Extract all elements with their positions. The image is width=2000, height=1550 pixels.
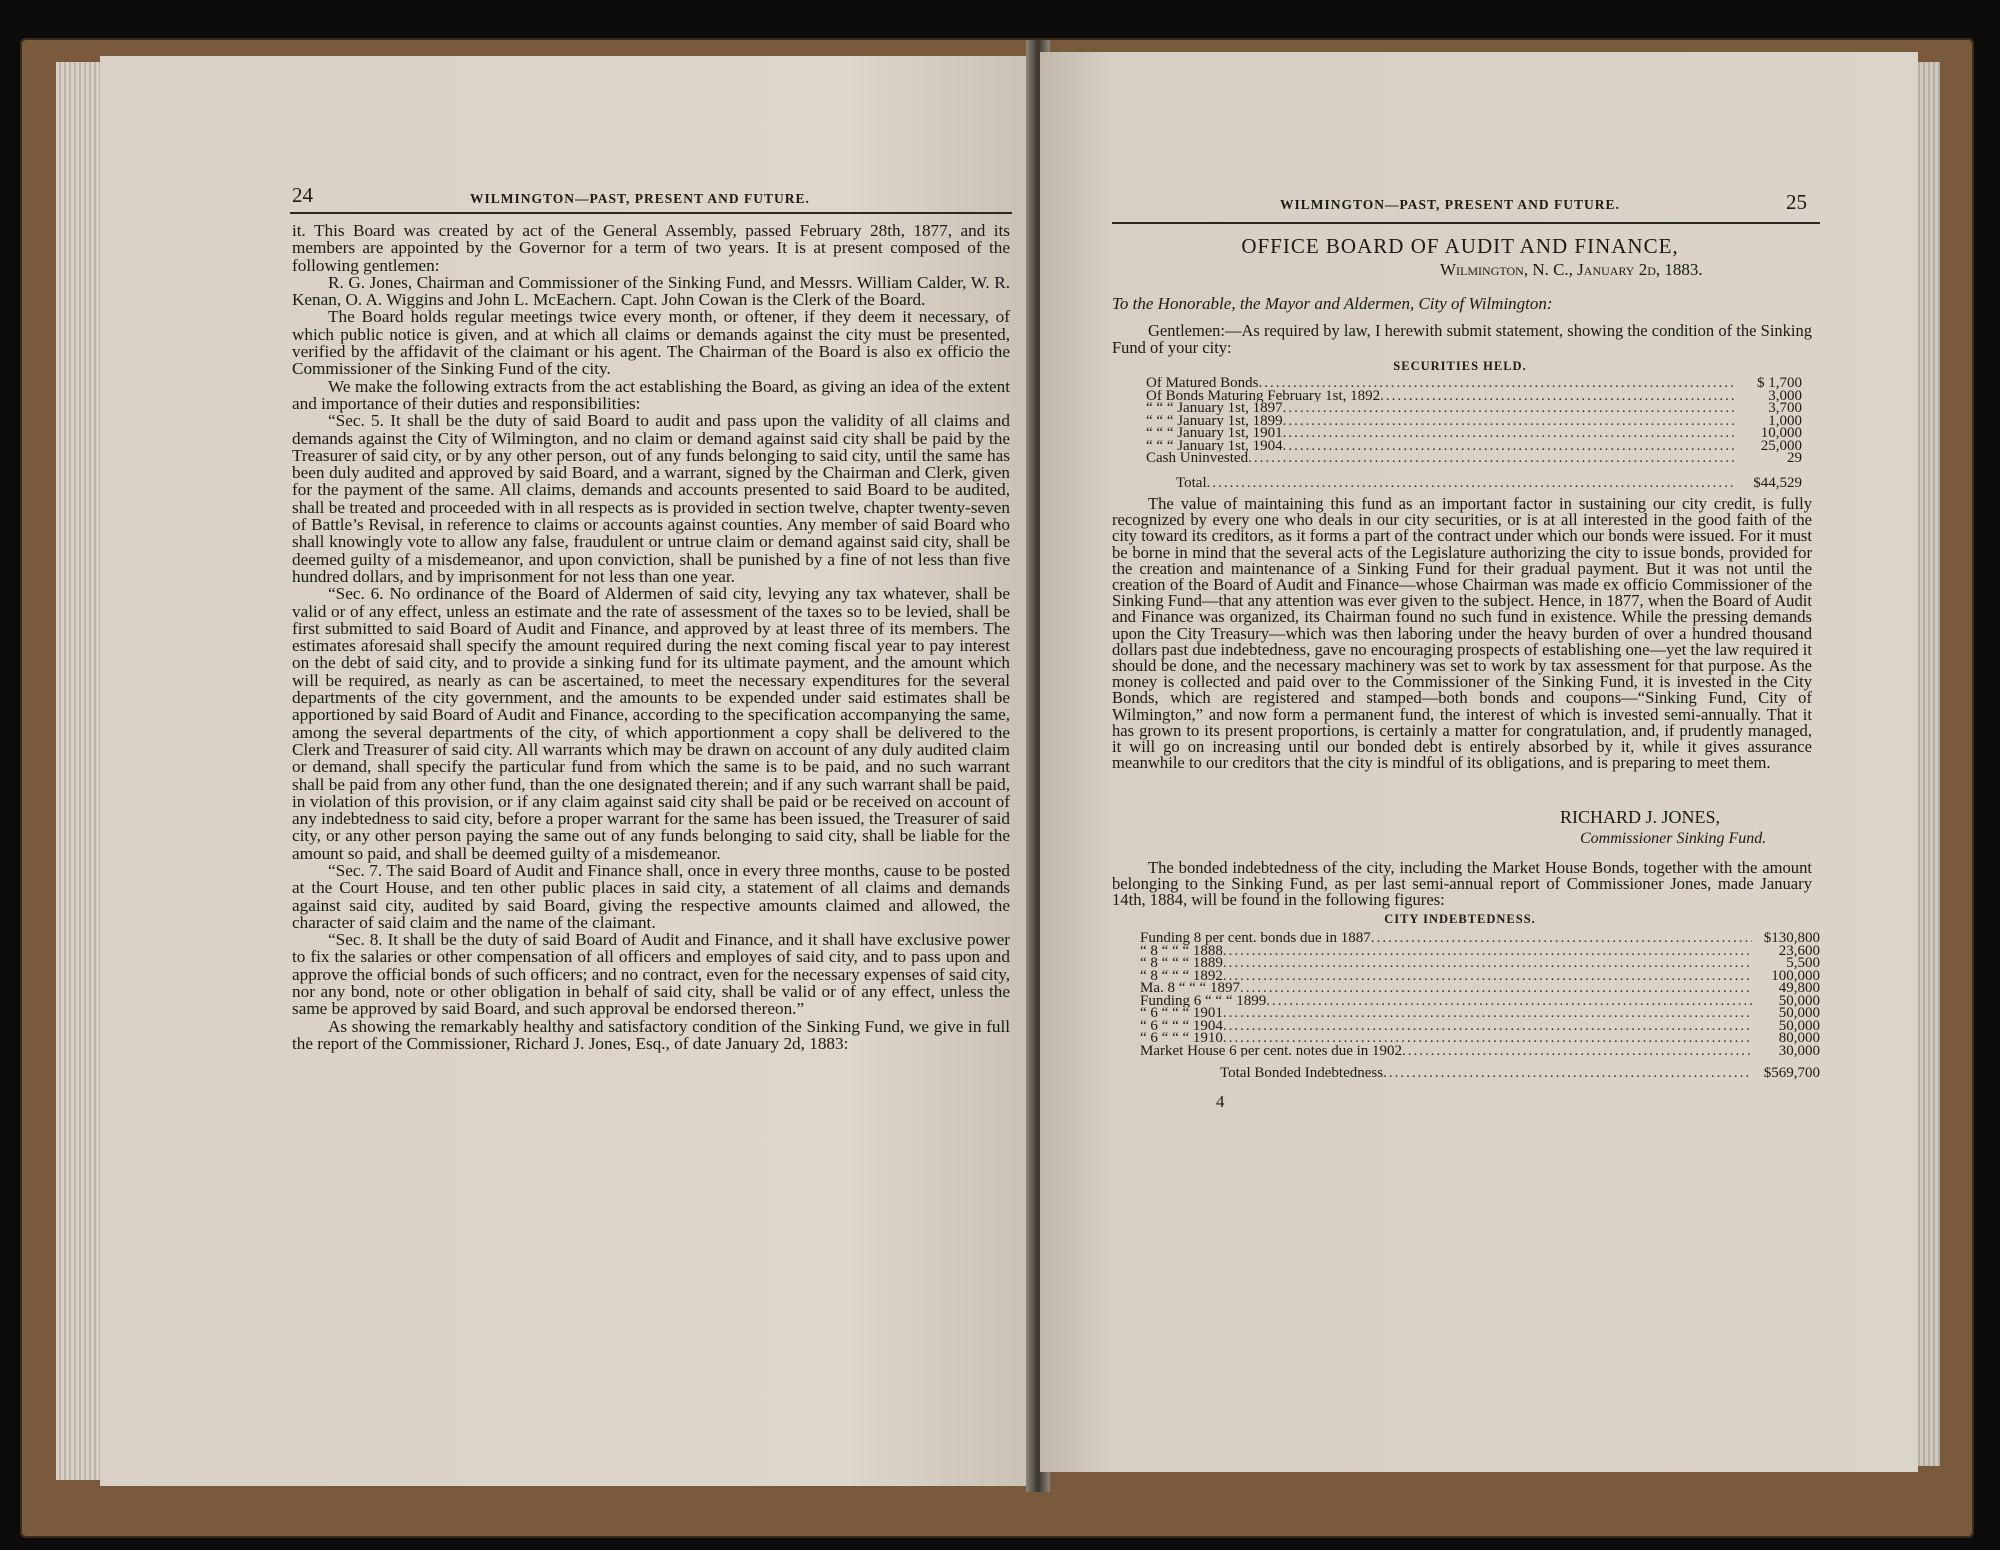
table-row — [1140, 932, 1820, 945]
row-label: “ 8 “ “ “ 1892 — [1140, 969, 1223, 982]
row-label: “ 8 “ “ “ 1889 — [1140, 957, 1223, 970]
row-amount: 29 — [1787, 452, 1802, 465]
row-label: “ “ “ January 1st, 1904 — [1146, 439, 1283, 452]
row-amount: 50,000 — [1778, 994, 1820, 1007]
row-amount: 30,000 — [1778, 1044, 1820, 1057]
total-label: Total — [1176, 477, 1207, 490]
row-amount: 1,000 — [1768, 414, 1802, 427]
page-number: 25 — [1786, 190, 1807, 214]
row-label: “ “ “ January 1st, 1901 — [1146, 427, 1283, 440]
signature-mark: 4 — [1216, 1092, 1225, 1111]
row-amount: 80,000 — [1778, 1032, 1820, 1045]
row-amount: 50,000 — [1778, 1019, 1820, 1032]
paragraph: As showing the remarkably healthy and satisfactory condition of the Sinking Fund, we give in full the report of the Commissioner, Richard J. Jones, Esq., of date January 2d, 1883: — [292, 1016, 1010, 1053]
row-label: “ 8 “ “ “ 1888 — [1140, 944, 1223, 957]
left-text-column — [292, 222, 1010, 1052]
row-label: “ 6 “ “ “ 1904 — [1140, 1019, 1223, 1032]
signature-name: RICHARD J. JONES, — [1560, 807, 1721, 827]
row-label: Funding 6 “ “ “ 1899 — [1140, 994, 1267, 1007]
bonded-paragraph: The bonded indebtedness of the city, including the Market House Bonds, together with the amount belonging to the Sinking Fund, as per last semi-annual report of Commissioner Jones, made January 14th, 1884, will be found in the following figures: — [1112, 858, 1812, 910]
total-amount: $44,529 — [1753, 477, 1802, 490]
row-amount: 10,000 — [1760, 427, 1802, 440]
total-amount: $569,700 — [1763, 1067, 1820, 1080]
right-page — [1040, 52, 1918, 1472]
salutation: To the Honorable, the Mayor and Aldermen, City of Wilmington: — [1112, 294, 1553, 313]
table-row — [1146, 377, 1802, 390]
row-amount: 100,000 — [1771, 969, 1820, 982]
row-amount: 3,700 — [1768, 402, 1802, 415]
left-page — [100, 56, 1036, 1486]
table-row — [1140, 982, 1820, 995]
paragraph: it. This Board was created by act of the General Assembly, passed February 28th, 1877, and its members are appointed by the Governor for a term of two years. It is at present composed of the following gentlemen: — [292, 221, 1010, 275]
table-row — [1146, 427, 1802, 440]
row-label: “ “ “ January 1st, 1899 — [1146, 414, 1283, 427]
row-label: “ 6 “ “ “ 1910 — [1140, 1032, 1223, 1045]
body-paragraph: The value of maintaining this fund as an important factor in sustaining our city credit, is fully recognized by every one who deals in our city securities, or is at all interested in the good faith of the city toward its creditors, as it forms a part of the contract under which our bonds were issued. For it must be borne in mind that the several acts of the Legislature authorizing the city to issue bonds, provided for the creation and maintenance of a Sinking Fund for their gradual payment. But it was not until the creation of the Board of Audit and Finance—whose Chairman was made ex officio Commissioner of the Sinking Fund—that any attention was ever given to the subject. Hence, in 1877, when the Board of Audit and Finance was organized, its Chairman found no such fund in existence. While the pressing demands upon the City Treasury—which was then laboring under the heavy burden of over a hundred thousand dollars past due indebtedness, gave no encouraging prospects of establishing one—yet the law required it should be done, and the necessary machinery was set to work by tax assessment for that purpose. As the money is collected and paid over to the Commissioner of the Sinking Fund, it is invested in the City Bonds, which are registered and stamped—both bonds and coupons—“Sinking Fund, City of Wilmington,” and now form a permanent fund, the interest of which is invested semi-annually. That it has grown to its present proportions, is certainly a matter for congratulation, and, if prudently managed, it will go on increasing until our bonded debt is entirely absorbed by it, while it gives assurance meanwhile to our creditors that the city is mindful of its obligations, and is preparing to meet them. — [1112, 494, 1812, 773]
office-heading: OFFICE BOARD OF AUDIT AND FINANCE, — [1241, 234, 1679, 258]
running-head: WILMINGTON—PAST, PRESENT AND FUTURE. — [470, 191, 810, 206]
row-label: Market House 6 per cent. notes due in 1902 — [1140, 1044, 1403, 1057]
row-amount: $130,800 — [1763, 932, 1820, 945]
table-row — [1140, 945, 1820, 958]
table-row — [1146, 452, 1802, 465]
row-amount: 3,000 — [1768, 389, 1802, 402]
row-label: Of Matured Bonds — [1146, 377, 1259, 390]
row-label: Funding 8 per cent. bonds due in 1887 — [1140, 932, 1371, 945]
table-row — [1140, 1020, 1820, 1033]
row-label: Cash Uninvested — [1146, 452, 1249, 465]
row-label: “ “ “ January 1st, 1897 — [1146, 402, 1283, 415]
page-number: 24 — [292, 183, 313, 207]
paragraph: The Board holds regular meetings twice every month, or oftener, if they deem it necessary, of which public notice is given, and at which all claims or demands against the city must be presented, verified by the affidavit of the claimant or his agent. The Chairman of the Board is also ex officio the Commissioner of the Sinking Fund of the city. — [292, 307, 1010, 379]
row-label: “ 6 “ “ “ 1901 — [1140, 1007, 1223, 1020]
indebtedness-table — [1140, 932, 1820, 1057]
table-row — [1140, 970, 1820, 983]
row-label: Ma. 8 “ “ “ 1897 — [1140, 982, 1240, 995]
paragraph: “Sec. 5. It shall be the duty of said Board to audit and pass upon the validity of all claims and demands against the City of Wilmington, and no claim or demand against said city shall be paid by the Treasurer of said city, or by any other person, out of any funds belonging to said city, until the same has been duly audited and approved by said Board, and a warrant, signed by the Chairman and Clerk, given for the payment of the same. All claims, demands and accounts presented to said Board to be audited, shall be treated and proceeded with in all respects as is provided in section twelve, chapter twenty-seven of Battle’s Revisal, in reference to claims or accounts against counties. Any member of said Board who shall knowingly vote to allow any false, fraudulent or untrue claim or demand against said city, shall be deemed guilty of a misdemeanor, and upon conviction, shall be punished by a fine of not less than five hundred dollars, and by imprisonment for not less than one year. — [292, 411, 1010, 586]
table-row — [1146, 440, 1802, 453]
dateline: Wilmington, N. C., January 2d, 1883. — [1440, 260, 1703, 279]
signature-title: Commissioner Sinking Fund. — [1580, 830, 1767, 847]
total-label: Total Bonded Indebtedness — [1220, 1067, 1384, 1080]
row-amount: 5,500 — [1786, 957, 1820, 970]
paragraph: “Sec. 7. The said Board of Audit and Finance shall, once in every three months, cause to be posted at the Court House, and ten other public places in said city, a statement of all claims and demands against said city, audited by said Board, giving the respective amounts claimed and allowed, the character of said claim and the name of the claimant. — [292, 860, 1010, 932]
table-row — [1146, 390, 1802, 403]
securities-total-row — [1176, 477, 1802, 490]
header-rule — [290, 212, 1012, 214]
table-row — [1140, 1007, 1820, 1020]
row-amount: 25,000 — [1760, 439, 1802, 452]
row-amount: 50,000 — [1778, 1007, 1820, 1020]
indebtedness-total-row — [1220, 1067, 1820, 1080]
securities-heading: SECURITIES HELD. — [1393, 359, 1527, 373]
table-row — [1140, 1045, 1820, 1058]
header-rule — [1112, 222, 1820, 224]
table-row — [1140, 957, 1820, 970]
row-amount: $ 1,700 — [1757, 377, 1802, 390]
running-head: WILMINGTON—PAST, PRESENT AND FUTURE. — [1280, 197, 1620, 212]
intro-paragraph: Gentlemen:—As required by law, I herewith submit statement, showing the condition of the Sinking Fund of your city: — [1112, 321, 1812, 358]
paragraph: We make the following extracts from the act establishing the Board, as giving an idea of the extent and importance of their duties and responsibilities: — [292, 376, 1010, 413]
table-row — [1146, 402, 1802, 415]
paragraph: “Sec. 6. No ordinance of the Board of Aldermen of said city, levying any tax whatever, shall be valid or of any effect, unless an estimate and the rate of assessment of the taxes so to be levied, shall be first submitted to said Board of Audit and Finance, and approved by at least three of its members. The estimates aforesaid shall specify the amount required during the next coming fiscal year to pay interest on the debt of said city, and to provide a sinking fund for its ultimate payment, and the amount which will be required, as nearly as can be ascertained, to meet the necessary expenditures for the several departments of the city government, and the amounts to be expended under said estimates shall be apportioned by said Board of Audit and Finance, according to the specification accompanying the same, among the several departments of the city, of which apportionment a copy shall be delivered to the Clerk and Treasurer of said city. All warrants which may be drawn on account of any duly audited claim or demand, shall specify the particular fund from which the same is to be paid, and no such warrant shall be paid from any other fund, than the one designated therein; and if any such warrant shall be paid, in violation of this provision, or if any claim against said city shall be paid or be received on account of any indebtedness to said city, before a proper warrant for the same has been issued, the Treasurer of said city, or any other person paying the same out of any funds belonging to said city, shall be liable for the amount so paid, and shall be deemed guilty of a misdemeanor. — [292, 584, 1010, 863]
row-amount: 23,600 — [1778, 944, 1820, 957]
securities-table — [1146, 377, 1802, 465]
table-row — [1140, 1032, 1820, 1045]
paragraph: “Sec. 8. It shall be the duty of said Board of Audit and Finance, and it shall have exclusive power to fix the salaries or other compensation of all officers and employes of said city, and to pass upon and approve the official bonds of such officers; and no contract, even for the necessary expenses of said city, nor any bond, note or other obligation in behalf of said city, shall be valid or of any effect, unless the same be approved by said Board, and such approval be endorsed thereon.” — [292, 930, 1010, 1019]
table-row — [1146, 415, 1802, 428]
paragraph: R. G. Jones, Chairman and Commissioner of the Sinking Fund, and Messrs. William Calder, W. R. Kenan, O. A. Wiggins and John L. McEachern. Capt. John Cowan is the Clerk of the Board. — [292, 272, 1010, 310]
table-row — [1140, 995, 1820, 1008]
indebtedness-heading: CITY INDEBTEDNESS. — [1384, 912, 1536, 926]
row-amount: 49,800 — [1778, 982, 1820, 995]
row-label: Of Bonds Maturing February 1st, 1892 — [1146, 389, 1381, 402]
